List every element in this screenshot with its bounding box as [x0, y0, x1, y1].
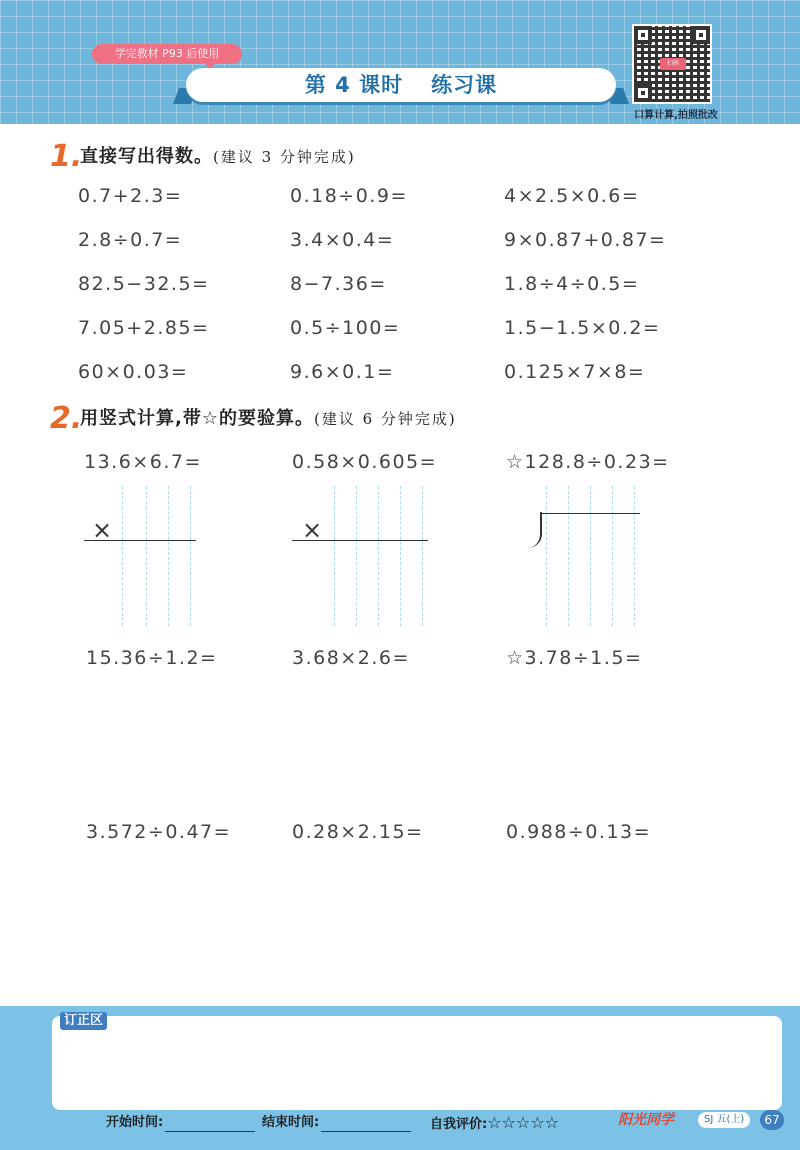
- problem-2-9: 0.988÷0.13=: [506, 821, 652, 843]
- multiply-icon: ×: [92, 516, 113, 544]
- problem-2-4: 15.36÷1.2=: [86, 647, 218, 669]
- qr-eye-icon: [634, 84, 652, 102]
- guide-line: [334, 486, 335, 626]
- section-1-title-text: 直接写出得数。: [80, 146, 213, 167]
- guide-line: [378, 486, 379, 626]
- problem-1-5: 3.4×0.4=: [290, 229, 395, 251]
- section-2-title-text: 用竖式计算,带☆的要验算。: [80, 408, 314, 429]
- section-2-number: 2.: [50, 401, 83, 436]
- guide-line: [356, 486, 357, 626]
- problem-1-8: 8−7.36=: [290, 273, 387, 295]
- problem-2-2: 0.58×0.605=: [292, 451, 438, 473]
- section-2-hint: (建议 6 分钟完成): [313, 410, 457, 428]
- problem-1-7: 82.5−32.5=: [78, 273, 210, 295]
- qr-caption: 口算计算,拍照批改: [634, 110, 718, 121]
- lesson-number: 第 4 课时: [304, 73, 404, 97]
- lesson-title: [186, 68, 616, 102]
- guide-line: [122, 486, 123, 626]
- self-eval: [430, 1114, 559, 1134]
- guide-line: [168, 486, 169, 626]
- problem-2-5: 3.68×2.6=: [292, 647, 410, 669]
- section-1-number: 1.: [50, 139, 83, 174]
- problem-1-13: 60×0.03=: [78, 361, 189, 383]
- problem-1-4: 2.8÷0.7=: [78, 229, 183, 251]
- qr-pattern: [634, 26, 710, 102]
- problem-1-6: 9×0.87+0.87=: [504, 229, 667, 251]
- section-2-title: [80, 408, 457, 430]
- problem-1-9: 1.8÷4÷0.5=: [504, 273, 640, 295]
- section-1-hint: (建议 3 分钟完成): [213, 148, 356, 166]
- multiply-icon: ×: [302, 516, 323, 544]
- start-time-field[interactable]: [165, 1119, 255, 1132]
- start-time: [106, 1114, 255, 1132]
- correction-label: 订正区: [60, 1012, 107, 1030]
- guide-line: [568, 486, 569, 626]
- division-line: [540, 513, 640, 514]
- guide-line: [400, 486, 401, 626]
- end-time-field[interactable]: [321, 1119, 411, 1132]
- end-time: [262, 1114, 411, 1132]
- star-rating-icon[interactable]: ☆☆☆☆☆: [487, 1113, 559, 1132]
- problem-1-1: 0.7+2.3=: [78, 185, 183, 207]
- problem-1-15: 0.125×7×8=: [504, 361, 646, 383]
- grade-badge: SJ 五(上): [698, 1112, 750, 1128]
- brand-logo: 阳光同学: [618, 1112, 674, 1128]
- self-eval-label: 自我评价:: [430, 1117, 488, 1132]
- problem-1-10: 7.05+2.85=: [78, 317, 210, 339]
- problem-2-7: 3.572÷0.47=: [86, 821, 232, 843]
- guide-line: [146, 486, 147, 626]
- qr-badge: 扫码: [660, 58, 686, 70]
- section-1-title: [80, 146, 356, 168]
- problem-2-1: 13.6×6.7=: [84, 451, 202, 473]
- problem-2-6: ☆3.78÷1.5=: [506, 647, 643, 669]
- lesson-name: 练习课: [431, 73, 498, 97]
- guide-line: [634, 486, 635, 626]
- qr-code[interactable]: [632, 24, 712, 104]
- qr-eye-icon: [634, 26, 652, 44]
- problem-1-12: 1.5−1.5×0.2=: [504, 317, 661, 339]
- usage-tag: 学完教材 P93 后使用: [92, 44, 242, 64]
- problem-2-3: ☆128.8÷0.23=: [506, 451, 670, 473]
- problem-1-3: 4×2.5×0.6=: [504, 185, 640, 207]
- guide-line: [190, 486, 191, 626]
- guide-line: [546, 486, 547, 626]
- answer-line: [292, 540, 428, 541]
- problem-2-8: 0.28×2.15=: [292, 821, 424, 843]
- page-number: 67: [760, 1110, 784, 1130]
- qr-eye-icon: [692, 26, 710, 44]
- problem-1-2: 0.18÷0.9=: [290, 185, 408, 207]
- guide-line: [590, 486, 591, 626]
- answer-line: [84, 540, 196, 541]
- division-bracket-icon: [528, 512, 542, 548]
- start-time-label: 开始时间:: [106, 1115, 164, 1130]
- problem-1-11: 0.5÷100=: [290, 317, 401, 339]
- problem-1-14: 9.6×0.1=: [290, 361, 395, 383]
- guide-line: [612, 486, 613, 626]
- correction-area[interactable]: [52, 1016, 782, 1110]
- guide-line: [422, 486, 423, 626]
- end-time-label: 结束时间:: [262, 1115, 320, 1130]
